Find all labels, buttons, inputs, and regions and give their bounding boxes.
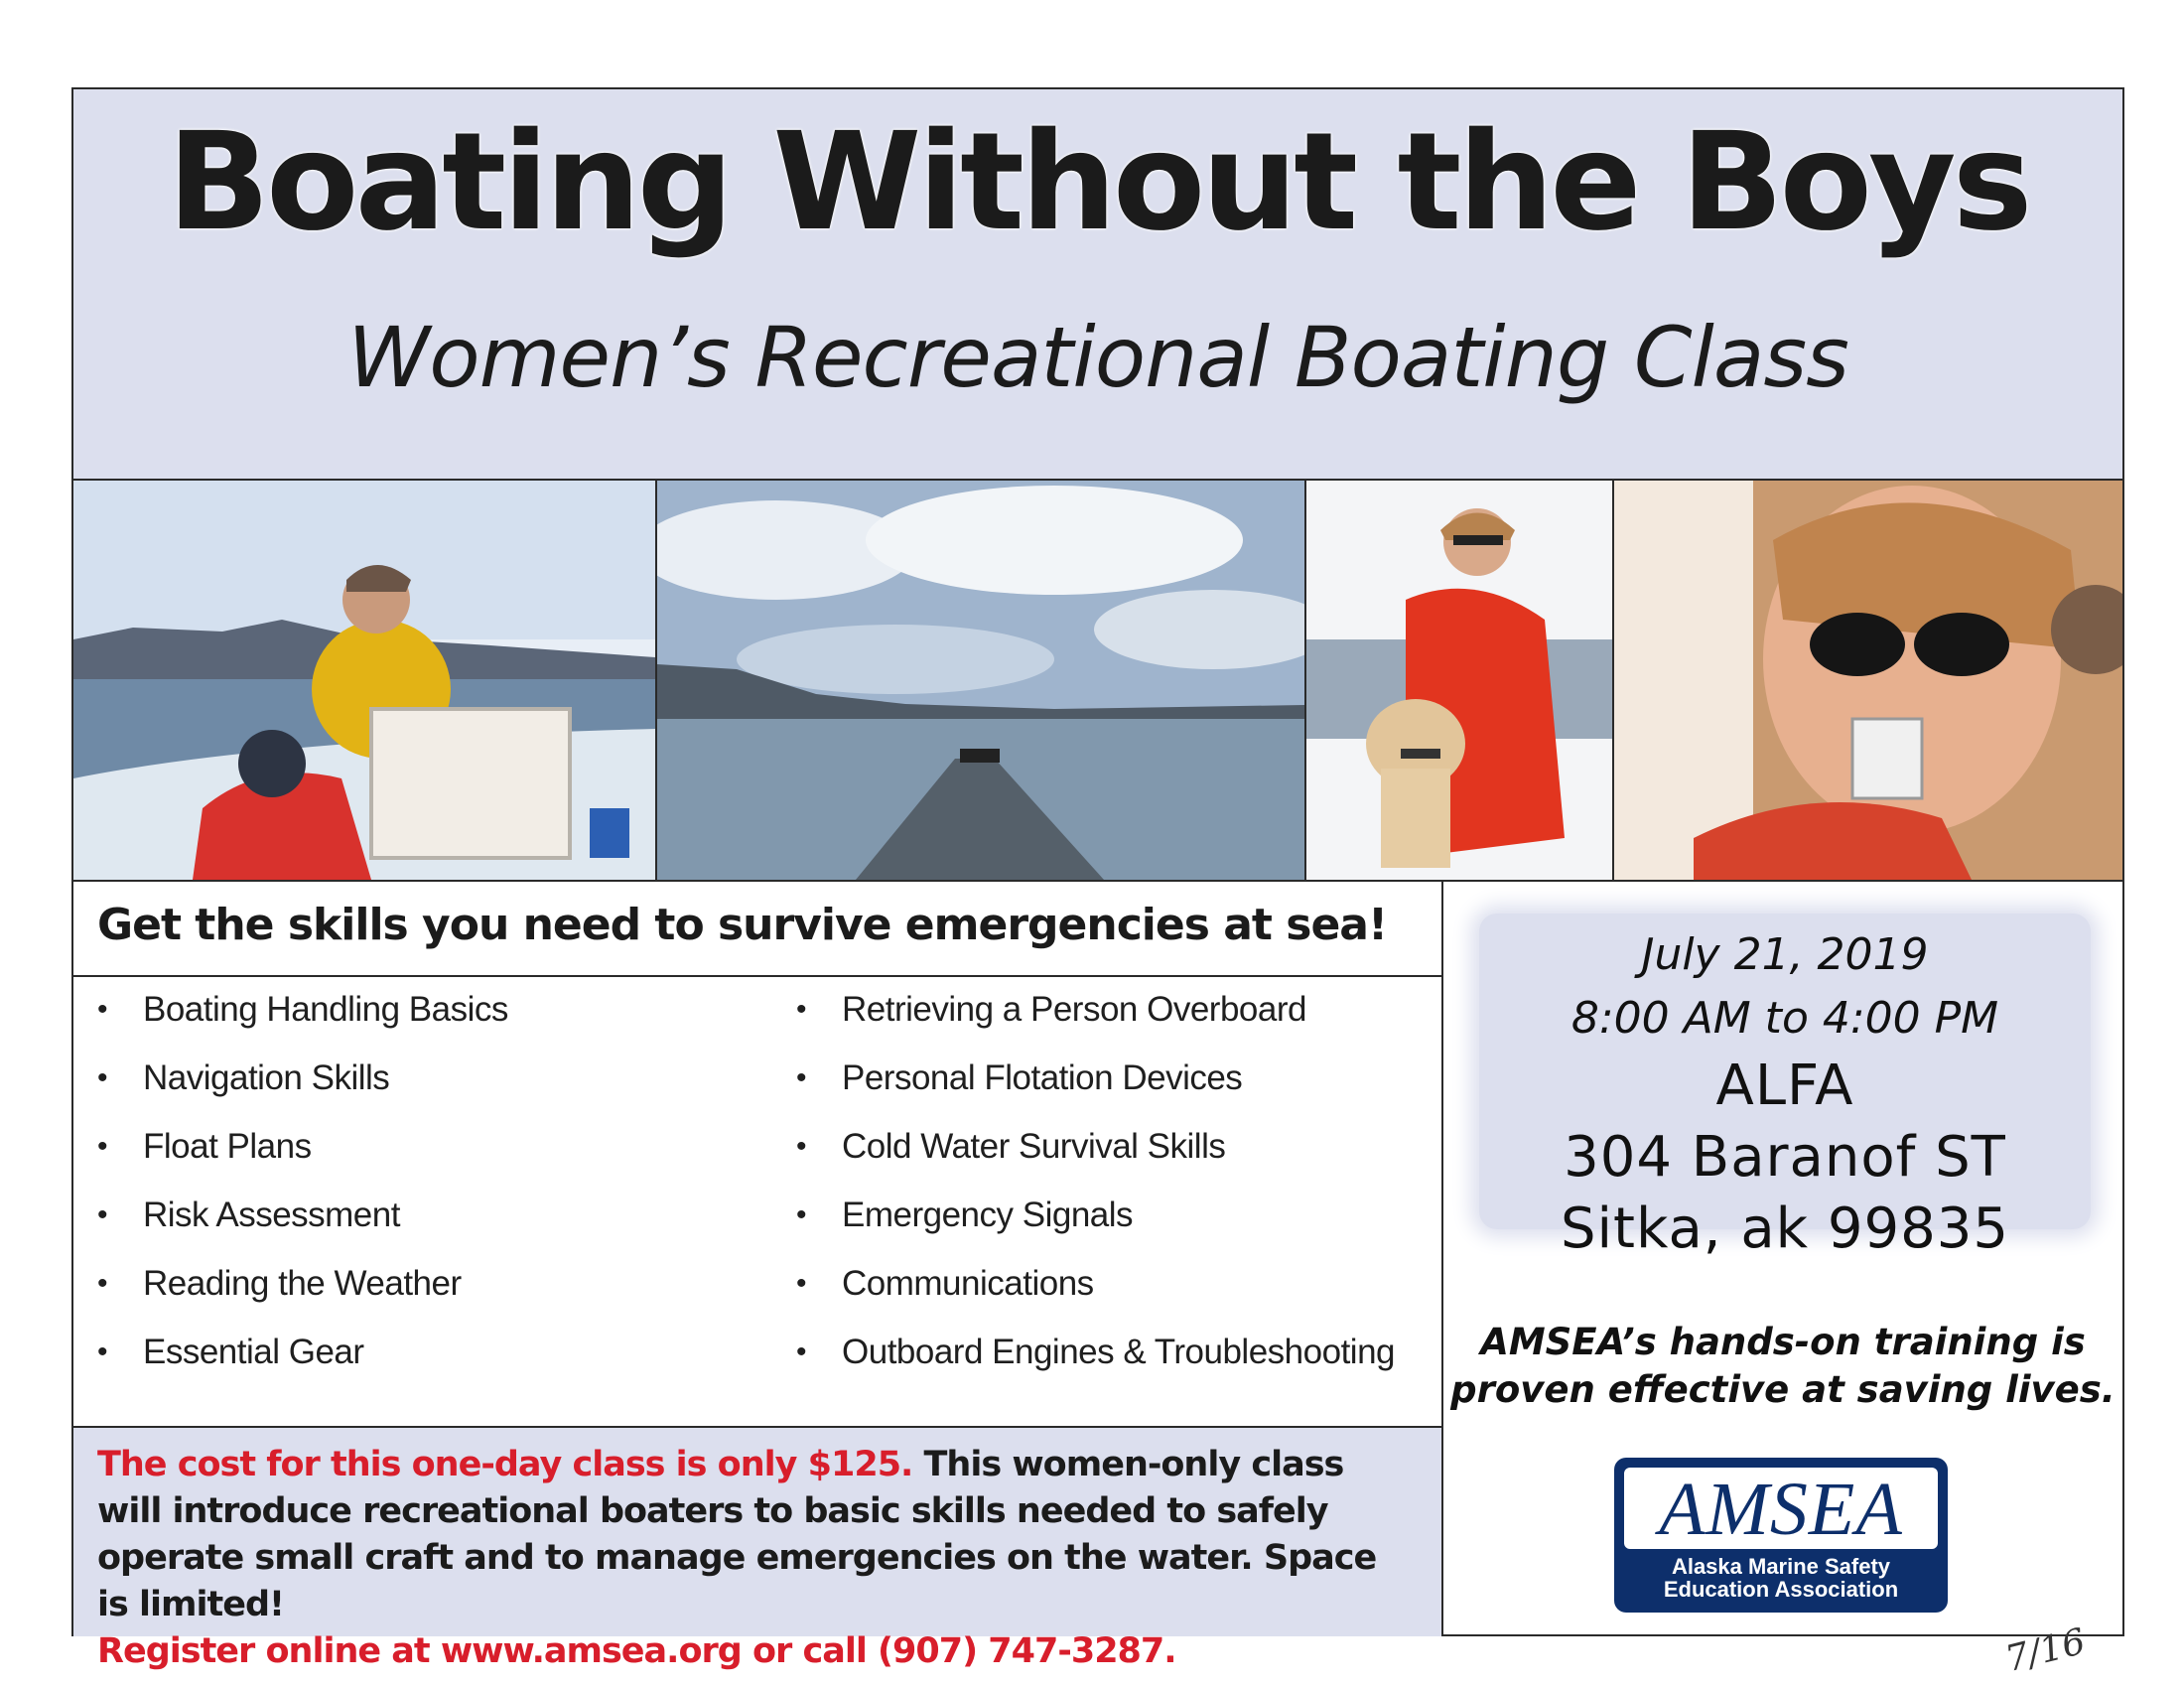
bullet-icon: •	[97, 1336, 108, 1368]
list-item	[97, 1054, 772, 1122]
cost-highlight: The cost for this one-day class is only $125.	[97, 1445, 913, 1484]
skills-list-left	[97, 985, 772, 1396]
list-item-label: Risk Assessment	[143, 1196, 400, 1234]
logo-subtitle-line1: Alaska Marine Safety	[1671, 1554, 1891, 1579]
bullet-icon: •	[796, 993, 807, 1026]
list-item	[97, 1328, 772, 1396]
list-item	[796, 1122, 1441, 1191]
list-item-label: Outboard Engines & Troubleshooting	[842, 1333, 1395, 1371]
tagline: AMSEA’s hands-on training is proven effective at saving lives.	[1450, 1321, 2116, 1411]
event-venue: ALFA	[1715, 1054, 1854, 1118]
list-item	[796, 1328, 1441, 1396]
logo-subtitle-line2: Education Association	[1663, 1577, 1899, 1602]
list-item-label: Emergency Signals	[842, 1196, 1134, 1234]
logo-subtitle	[1614, 1555, 1948, 1601]
event-info	[1443, 882, 2122, 1636]
list-item	[97, 1259, 772, 1328]
logo-wordmark-panel	[1624, 1468, 1938, 1549]
bullet-icon: •	[796, 1336, 807, 1368]
logo-wordmark: AMSEA	[1659, 1468, 1903, 1551]
woman-on-radio-photo	[1614, 481, 2122, 880]
header-banner	[73, 89, 2122, 481]
list-item	[796, 1054, 1441, 1122]
event-time: 8:00 AM to 4:00 PM	[1570, 993, 1999, 1044]
skills-heading: Get the skills you need to survive emergencies at sea!	[73, 882, 1441, 977]
list-item-label: Boating Handling Basics	[143, 990, 508, 1029]
list-item-label: Communications	[842, 1264, 1094, 1303]
bullet-icon: •	[796, 1198, 807, 1231]
list-item	[796, 1191, 1441, 1259]
list-item-label: Float Plans	[143, 1127, 312, 1166]
list-item	[796, 985, 1441, 1054]
page-title: Boating Without the Boys	[167, 104, 2029, 261]
bullet-icon: •	[97, 1267, 108, 1300]
boat-crew-photo	[73, 481, 655, 880]
list-item-label: Essential Gear	[143, 1333, 364, 1371]
handwritten-note: 7/16	[2001, 1620, 2090, 1681]
bullet-icon: •	[796, 1061, 807, 1094]
list-item	[97, 1191, 772, 1259]
list-item-label: Reading the Weather	[143, 1264, 462, 1303]
list-item-label: Retrieving a Person Overboard	[842, 990, 1306, 1029]
amsea-logo	[1614, 1458, 1948, 1613]
bullet-icon: •	[97, 1130, 108, 1163]
bullet-icon: •	[97, 1061, 108, 1094]
skills-list-right	[796, 985, 1441, 1396]
page-subtitle: Women’s Recreational Boating Class	[347, 309, 1848, 406]
event-city: Sitka, ak 99835	[1560, 1196, 2010, 1261]
list-item	[97, 1122, 772, 1191]
bullet-icon: •	[97, 1198, 108, 1231]
bullet-icon: •	[796, 1267, 807, 1300]
event-street: 304 Baranof ST	[1564, 1125, 2006, 1190]
list-item-label: Navigation Skills	[143, 1058, 390, 1097]
cost-description	[73, 1426, 1441, 1671]
event-date: July 21, 2019	[1641, 929, 1929, 980]
event-details-box	[1479, 914, 2091, 1261]
list-item	[796, 1259, 1441, 1328]
photo-strip	[73, 481, 2122, 882]
list-item	[97, 985, 772, 1054]
list-item-label: Personal Flotation Devices	[842, 1058, 1243, 1097]
boat-wake-photo	[657, 481, 1304, 880]
list-item-label: Cold Water Survival Skills	[842, 1127, 1226, 1166]
register-link-text[interactable]: Register online at www.amsea.org or call (907) 747-3287.	[97, 1631, 1176, 1671]
woman-with-dog-photo	[1306, 481, 1612, 880]
cost-body: This women-only class will introduce recreational boaters to basic skills needed to safely operate small craft and to manage emergencies on the water. Space is limited!	[97, 1445, 1377, 1624]
bullet-icon: •	[97, 993, 108, 1026]
main-content	[73, 882, 1443, 1671]
bullet-icon: •	[796, 1130, 807, 1163]
